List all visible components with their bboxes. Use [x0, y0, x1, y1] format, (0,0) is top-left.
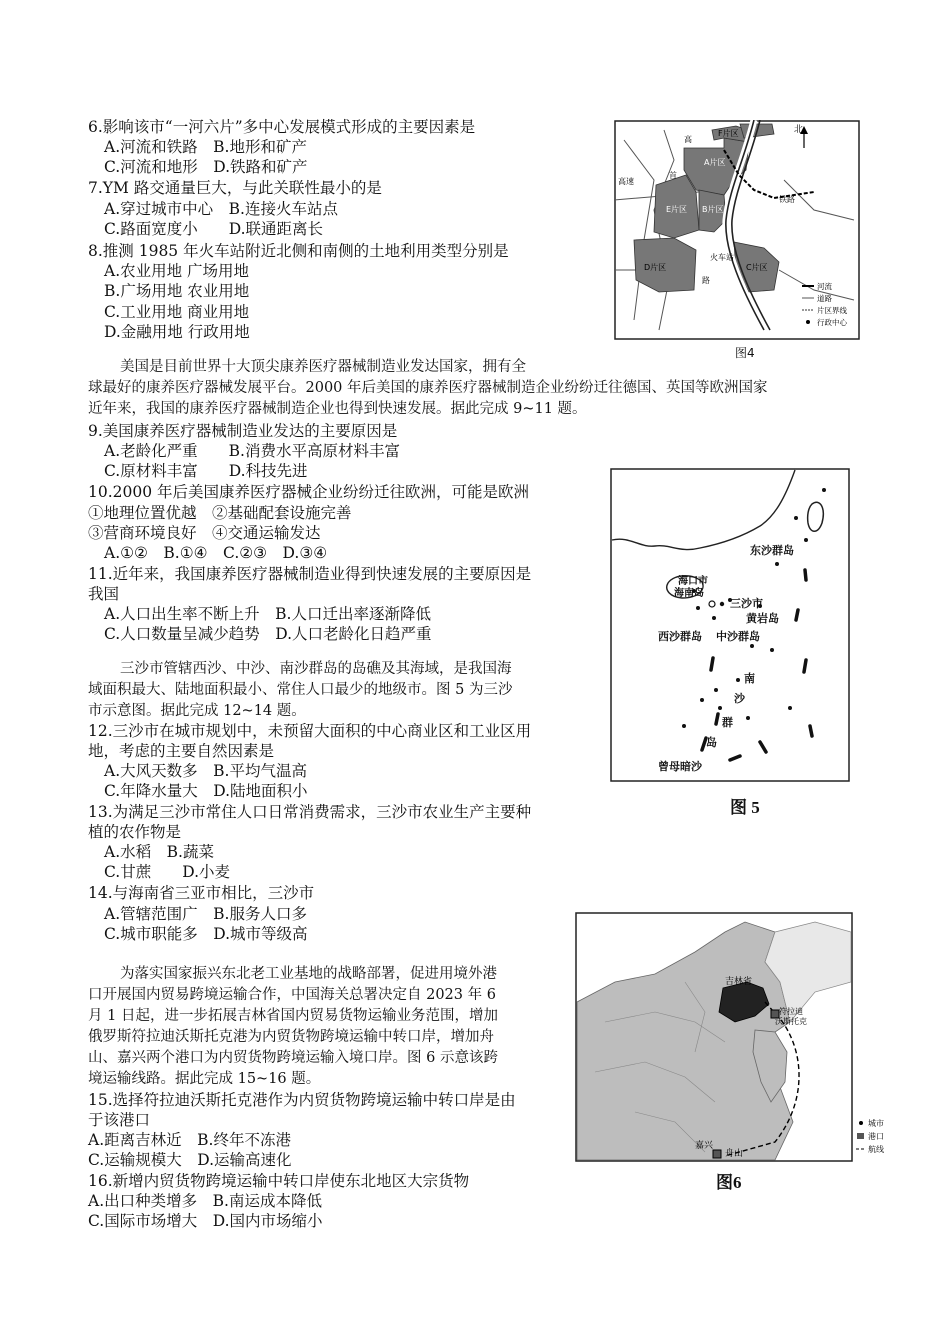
- fig4-label-d: D片区: [644, 263, 667, 272]
- figure-6-caption: 图6: [716, 1173, 742, 1192]
- svg-text:片区界线: 片区界线: [817, 306, 847, 315]
- fig6-label-jiaxing: 嘉兴: [695, 1141, 714, 1151]
- passage4-line2: 口开展国内贸易跨境运输合作，中国海关总署决定自 2023 年 6: [88, 987, 496, 1003]
- q15-stem-cont: 于该港口: [88, 1111, 151, 1129]
- fig4-label-railway: 铁路: [779, 195, 795, 204]
- svg-text:行政中心: 行政中心: [817, 318, 847, 327]
- q7-options-ab[interactable]: A.穿过城市中心 B.连接火车站点: [104, 200, 338, 218]
- q8-option-c[interactable]: C.工业用地 商业用地: [104, 303, 250, 321]
- q6-stem: 6.影响该市“一河六片”多中心发展模式形成的主要因素是: [88, 118, 476, 136]
- fig5-label-zengmu: 曾母暗沙: [658, 760, 702, 773]
- fig5-label-dao: 岛: [706, 736, 717, 749]
- fig6-label-vladivostok1: 符拉迪: [779, 1007, 803, 1016]
- q14-stem: 14.与海南省三亚市相比，三沙市: [88, 884, 315, 902]
- q7-options-cd[interactable]: C.路面宽度小 D.联通距离长: [104, 220, 324, 238]
- fig4-label-station: 火车站: [710, 253, 734, 262]
- q12-options-cd[interactable]: C.年降水量大 D.陆地面积小: [104, 782, 308, 800]
- passage3-line2: 域面积最大、陆地面积最小、常住人口最少的地级市。图 5 为三沙: [88, 682, 513, 698]
- passage4-line1: 为落实国家振兴东北老工业基地的战略部署，促进用境外港: [120, 966, 497, 982]
- fig5-label-qun: 群: [722, 716, 733, 729]
- q6-options-ab[interactable]: A.河流和铁路 B.地形和矿产: [104, 138, 307, 156]
- fig4-label-expressway: 高速: [618, 177, 634, 186]
- q12-options-ab[interactable]: A.大风天数多 B.平均气温高: [104, 762, 307, 780]
- q15-options-ab[interactable]: A.距离吉林近 B.终年不冻港: [88, 1131, 291, 1149]
- q16-options-cd[interactable]: C.国际市场增大 D.国内市场缩小: [88, 1212, 323, 1230]
- q8-option-b[interactable]: B.广场用地 农业用地: [104, 282, 250, 300]
- q10-options[interactable]: A.①② B.①④ C.②③ D.③④: [104, 544, 328, 562]
- q8-option-d[interactable]: D.金融用地 行政用地: [104, 323, 250, 341]
- passage4-line4: 俄罗斯符拉迪沃斯托克港为内贸货物跨境运输中转口岸，增加舟: [88, 1029, 494, 1045]
- q16-stem: 16.新增内贸货物跨境运输中转口岸使东北地区大宗货物: [88, 1172, 470, 1190]
- fig4-label-b: B片区: [702, 205, 724, 214]
- fig5-label-xisha: 西沙群岛: [658, 630, 702, 643]
- fig5-label-sha: 沙: [734, 692, 745, 705]
- fig4-label-road: 路: [702, 276, 710, 285]
- q9-options-cd[interactable]: C.原材料丰富 D.科技先进: [104, 462, 308, 480]
- q15-options-cd[interactable]: C.运输规模大 D.运输高速化: [88, 1151, 292, 1169]
- q13-options-cd[interactable]: C.甘蔗 D.小麦: [104, 863, 231, 881]
- q13-options-ab[interactable]: A.水稻 B.蔬菜: [104, 843, 214, 861]
- passage4-line3: 月 1 日起，进一步拓展吉林省国内贸易货物运输业务范围，增加: [88, 1008, 498, 1024]
- fig6-label-vladivostok2: 沃斯托克: [775, 1017, 807, 1026]
- q12-stem-cont: 地，考虑的主要自然因素是: [88, 742, 275, 760]
- fig4-label-shou: 首: [669, 171, 677, 180]
- figure-4-city-map: [614, 120, 860, 340]
- q7-stem: 7.YM 路交通量巨大，与此关联性最小的是: [88, 179, 382, 197]
- svg-text:道路: 道路: [817, 294, 832, 303]
- q9-options-ab[interactable]: A.老龄化严重 B.消费水平高原材料丰富: [104, 442, 400, 460]
- q16-options-ab[interactable]: A.出口种类增多 B.南运成本降低: [88, 1192, 322, 1210]
- svg-text:港口: 港口: [868, 1132, 884, 1141]
- fig5-label-huangyan: 黄岩岛: [746, 612, 779, 625]
- svg-text:航线: 航线: [868, 1145, 884, 1154]
- fig4-label-c: C片区: [746, 263, 768, 272]
- passage4-line6: 境运输线路。据此完成 15~16 题。: [88, 1071, 321, 1087]
- fig4-label-e: E片区: [666, 205, 688, 214]
- q11-stem-cont: 我国: [88, 585, 120, 603]
- svg-text:河流: 河流: [817, 282, 832, 291]
- q6-options-cd[interactable]: C.河流和地形 D.铁路和矿产: [104, 158, 308, 176]
- fig4-label-a: A片区: [704, 158, 726, 167]
- q14-options-ab[interactable]: A.管辖范围广 B.服务人口多: [104, 905, 307, 923]
- fig5-label-nan: 南: [744, 672, 755, 685]
- q10-statements-34: ③营商环境良好 ④交通运输发达: [88, 524, 321, 542]
- passage3-line1: 三沙市管辖西沙、中沙、南沙群岛的岛礁及其海域，是我国海: [120, 661, 512, 677]
- q14-options-cd[interactable]: C.城市职能多 D.城市等级高: [104, 925, 308, 943]
- passage2-line3: 近年来，我国的康养医疗器械制造企业也得到快速发展。据此完成 9~11 题。: [88, 401, 587, 417]
- passage4-line5: 山、嘉兴两个港口为内贸货物跨境运输入境口岸。图 6 示意该跨: [88, 1050, 498, 1066]
- fig4-label-f: F片区: [718, 129, 739, 138]
- fig4-north: 北: [794, 125, 804, 135]
- fig4-label-gao: 高: [684, 135, 692, 144]
- fig6-label-zhoushan: 舟山: [725, 1149, 744, 1159]
- fig6-legend: [855, 1115, 905, 1165]
- passage2-line2: 球最好的康养医疗器械发展平台。2000 年后美国的康养医疗器械制造企业纷纷迁往德国、英国等欧洲国家: [88, 380, 768, 396]
- figure-5-caption: 图 5: [730, 798, 760, 817]
- fig5-label-dongsha: 东沙群岛: [750, 544, 794, 557]
- q13-stem: 13.为满足三沙市常住人口日常消费需求，三沙市农业生产主要种: [88, 803, 532, 821]
- passage3-line3: 市示意图。据此完成 12~14 题。: [88, 703, 306, 719]
- q11-stem: 11.近年来，我国康养医疗器械制造业得到快速发展的主要原因是: [88, 565, 532, 583]
- fig5-label-sansha: 三沙市: [730, 597, 763, 610]
- q9-stem: 9.美国康养医疗器械制造业发达的主要原因是: [88, 422, 398, 440]
- passage2-line1: 美国是目前世界十大顶尖康养医疗器械制造业发达国家，拥有全: [120, 359, 526, 375]
- q8-option-a[interactable]: A.农业用地 广场用地: [104, 262, 250, 280]
- q11-options-cd[interactable]: C.人口数量呈减少趋势 D.人口老龄化日趋严重: [104, 625, 432, 643]
- q13-stem-cont: 植的农作物是: [88, 823, 182, 841]
- fig5-label-haikou: 海口市: [678, 576, 708, 587]
- q12-stem: 12.三沙市在城市规划中，未预留大面积的中心商业区和工业区用: [88, 722, 532, 740]
- figure-5-sansha-map: [610, 468, 850, 782]
- q10-stem: 10.2000 年后美国康养医疗器械企业纷纷迁往欧洲，可能是欧洲: [88, 483, 530, 501]
- q15-stem: 15.选择符拉迪沃斯托克港作为内贸货物跨境运输中转口岸是由: [88, 1091, 516, 1109]
- fig5-label-hainan: 海南岛: [674, 588, 704, 599]
- figure-4-caption: 图4: [735, 346, 755, 360]
- q8-stem: 8.推测 1985 年火车站附近北侧和南侧的土地利用类型分别是: [88, 242, 509, 260]
- fig5-label-zhongsha: 中沙群岛: [716, 630, 760, 643]
- svg-text:城市: 城市: [868, 1119, 884, 1128]
- figure-6-route-map: [575, 912, 853, 1162]
- q11-options-ab[interactable]: A.人口出生率不断上升 B.人口迁出率逐渐降低: [104, 605, 431, 623]
- fig6-label-jilin: 吉林省: [725, 977, 753, 987]
- q10-statements-12: ①地理位置优越 ②基础配套设施完善: [88, 504, 352, 522]
